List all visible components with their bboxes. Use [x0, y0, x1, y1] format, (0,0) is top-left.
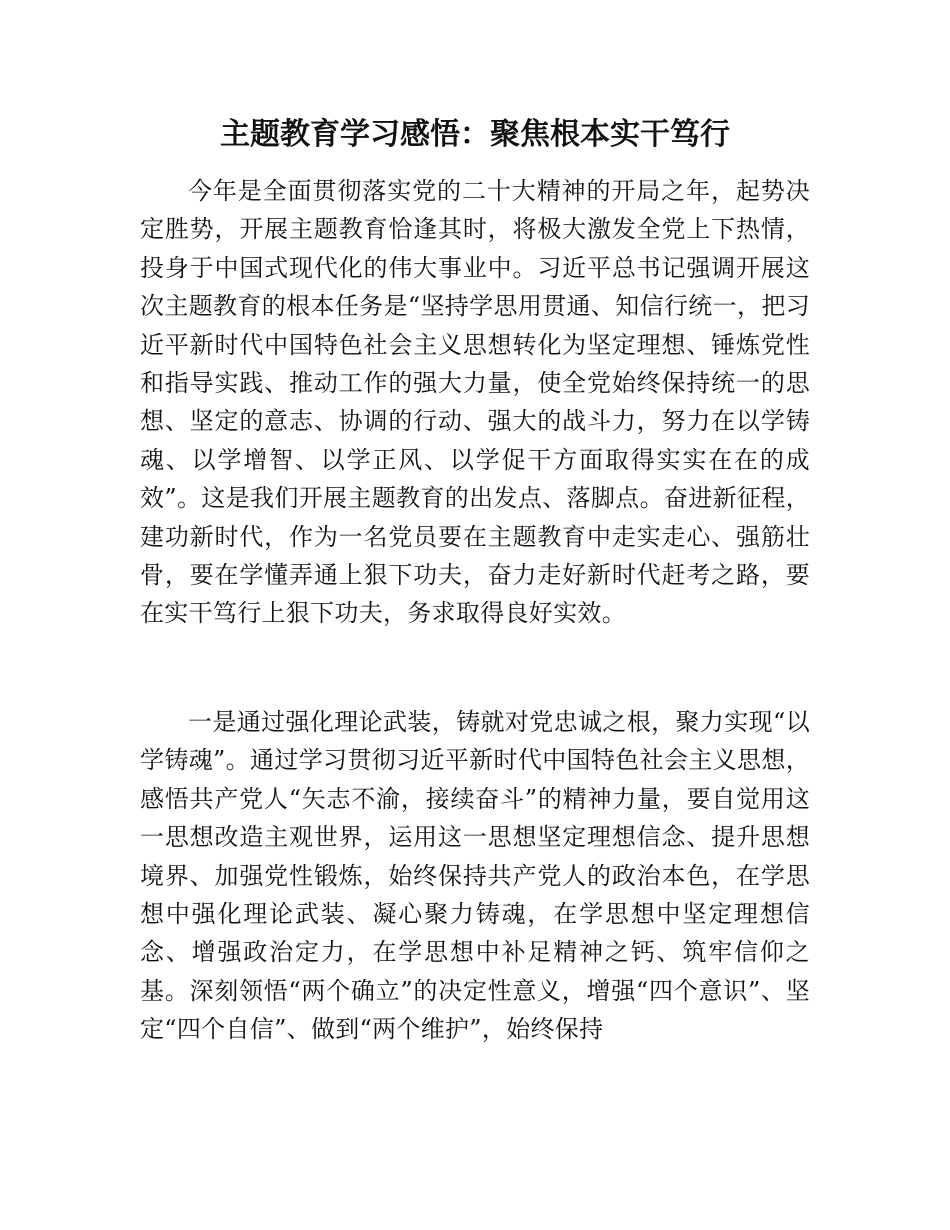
document-title: 主题教育学习感悟：聚焦根本实干笃行 [220, 117, 730, 152]
paragraph-point-one: 一是通过强化理论武装，铸就对党忠诚之根，聚力实现“以学铸魂”。通过学习贯彻习近平新时代中国特色社会主义思想，感悟共产党人“矢志不渝，接续奋斗”的精神力量，要自觉用这一思想改造主观世界，运用这一思想坚定理想信念、提升思想境界、加强党性锻炼，始终保持共产党人的政治本色，在学思想中强化理论武装、凝心聚力铸魂，在学思想中坚定理想信念、增强政治定力，在学思想中补足精神之钙、筑牢信仰之基。深刻领悟“两个确立”的决定性意义，增强“四个意识”、坚定“四个自信”、做到“两个维护”，始终保持 [140, 708, 810, 1044]
paragraph-intro: 今年是全面贯彻落实党的二十大精神的开局之年，起势决定胜势，开展主题教育恰逢其时，将极大激发全党上下热情，投身于中国式现代化的伟大事业中。习近平总书记强调开展这次主题教育的根本任务是“坚持学思用贯通、知信行统一，把习近平新时代中国特色社会主义思想转化为坚定理想、锤炼党性和指导实践、推动工作的强大力量，使全党始终保持统一的思想、坚定的意志、协调的行动、强大的战斗力，努力在以学铸魂、以学增智、以学正风、以学促干方面取得实实在在的成效”。这是我们开展主题教育的出发点、落脚点。奋进新征程，建功新时代，作为一名党员要在主题教育中走实走心、强筋壮骨，要在学懂弄通上狠下功夫，奋力走好新时代赶考之路，要在实干笃行上狠下功夫，务求取得良好实效。 [140, 177, 810, 628]
